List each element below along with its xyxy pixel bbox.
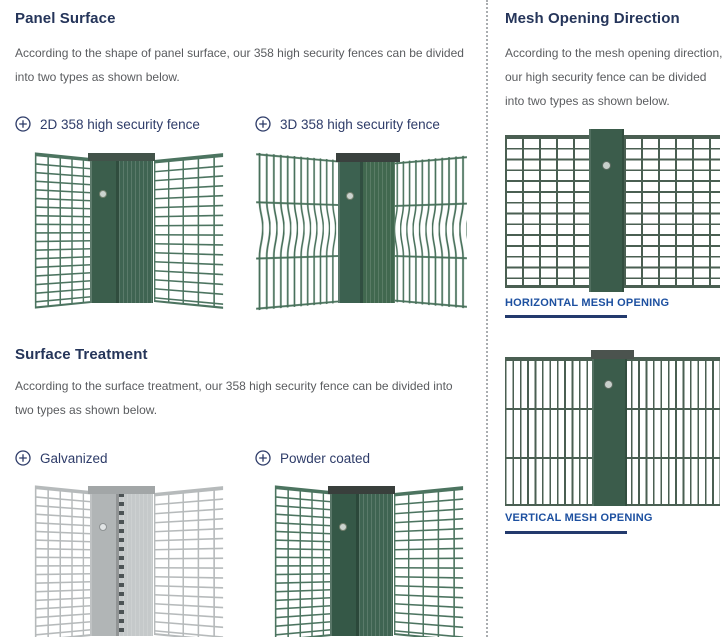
right-column <box>505 0 723 637</box>
fence-mesh-panel <box>35 152 91 308</box>
fence-dense-mesh <box>119 493 153 636</box>
surface-treatment-description: According to the surface treatment, our 358 high security fence can be divided into two types as shown below. <box>15 379 453 417</box>
caption-underline <box>505 315 627 318</box>
fence-mesh-panel <box>394 156 467 309</box>
mesh-opening-title: Mesh Opening Direction <box>505 10 680 27</box>
caption-underline <box>505 531 627 534</box>
fence-mesh-panel <box>256 153 338 311</box>
fence-post <box>589 129 624 292</box>
figure-label-2d-fence <box>15 116 200 132</box>
fence-post <box>90 159 119 303</box>
fence-dense-mesh <box>362 161 395 303</box>
plus-circle-icon <box>15 116 31 132</box>
fence-post-cap <box>591 350 634 359</box>
fence-post <box>338 160 363 303</box>
fence-post <box>90 492 119 636</box>
fence-post-cap <box>328 486 395 494</box>
fence-dense-mesh <box>359 493 393 636</box>
figure-label-text: 3D 358 high security fence <box>280 116 440 132</box>
horizontal-mesh-caption: HORIZONTAL MESH OPENING <box>505 297 670 309</box>
figure-label-galvanized <box>15 450 108 466</box>
fence-post-cap <box>88 486 155 494</box>
vertical-mesh-caption: VERTICAL MESH OPENING <box>505 512 653 524</box>
fence-bolt <box>99 523 107 531</box>
fence-post-cap <box>336 153 400 162</box>
figure-label-text: 2D 358 high security fence <box>40 116 200 132</box>
fence-post <box>330 492 359 636</box>
fence-mesh-panel <box>154 153 223 309</box>
figure-label-powder-coated <box>255 450 370 466</box>
fence-image-2d <box>15 150 230 310</box>
fence-image-3d <box>255 150 470 310</box>
figure-label-text: Powder coated <box>280 450 371 466</box>
fence-mesh-panel <box>35 485 91 637</box>
left-column <box>15 0 475 637</box>
fence-post-cap <box>88 153 155 161</box>
fence-image-galvanized <box>15 483 230 637</box>
fence-image-powder-coated <box>255 483 470 637</box>
fence-mesh-panel <box>394 486 463 637</box>
fence-post <box>592 355 627 506</box>
fence-image-vertical-mesh <box>505 350 720 506</box>
panel-surface-title: Panel Surface <box>15 10 116 27</box>
column-divider <box>486 0 488 637</box>
plus-circle-icon <box>255 116 271 132</box>
panel-surface-description: According to the shape of panel surface, our 358 high security fences can be divided into two types as shown below. <box>15 46 464 84</box>
figure-label-3d-fence <box>255 116 440 132</box>
plus-circle-icon <box>255 450 271 466</box>
fence-mesh-panel <box>154 486 223 637</box>
fence-image-horizontal-mesh <box>505 129 720 292</box>
fence-bolt <box>604 380 613 389</box>
surface-treatment-title: Surface Treatment <box>15 346 148 363</box>
fence-bolt <box>346 192 354 200</box>
fence-bolt <box>602 161 611 170</box>
fence-mesh-panel <box>275 485 331 637</box>
fence-bolt <box>339 523 347 531</box>
fence-dense-mesh <box>119 160 153 303</box>
figure-label-text: Galvanized <box>40 450 108 466</box>
fence-bolt <box>99 190 107 198</box>
mesh-opening-description: According to the mesh opening direction, our high security fence can be divided into two types as shown below. <box>505 46 723 108</box>
fence-clamp-dashes <box>119 493 124 636</box>
plus-circle-icon <box>15 450 31 466</box>
